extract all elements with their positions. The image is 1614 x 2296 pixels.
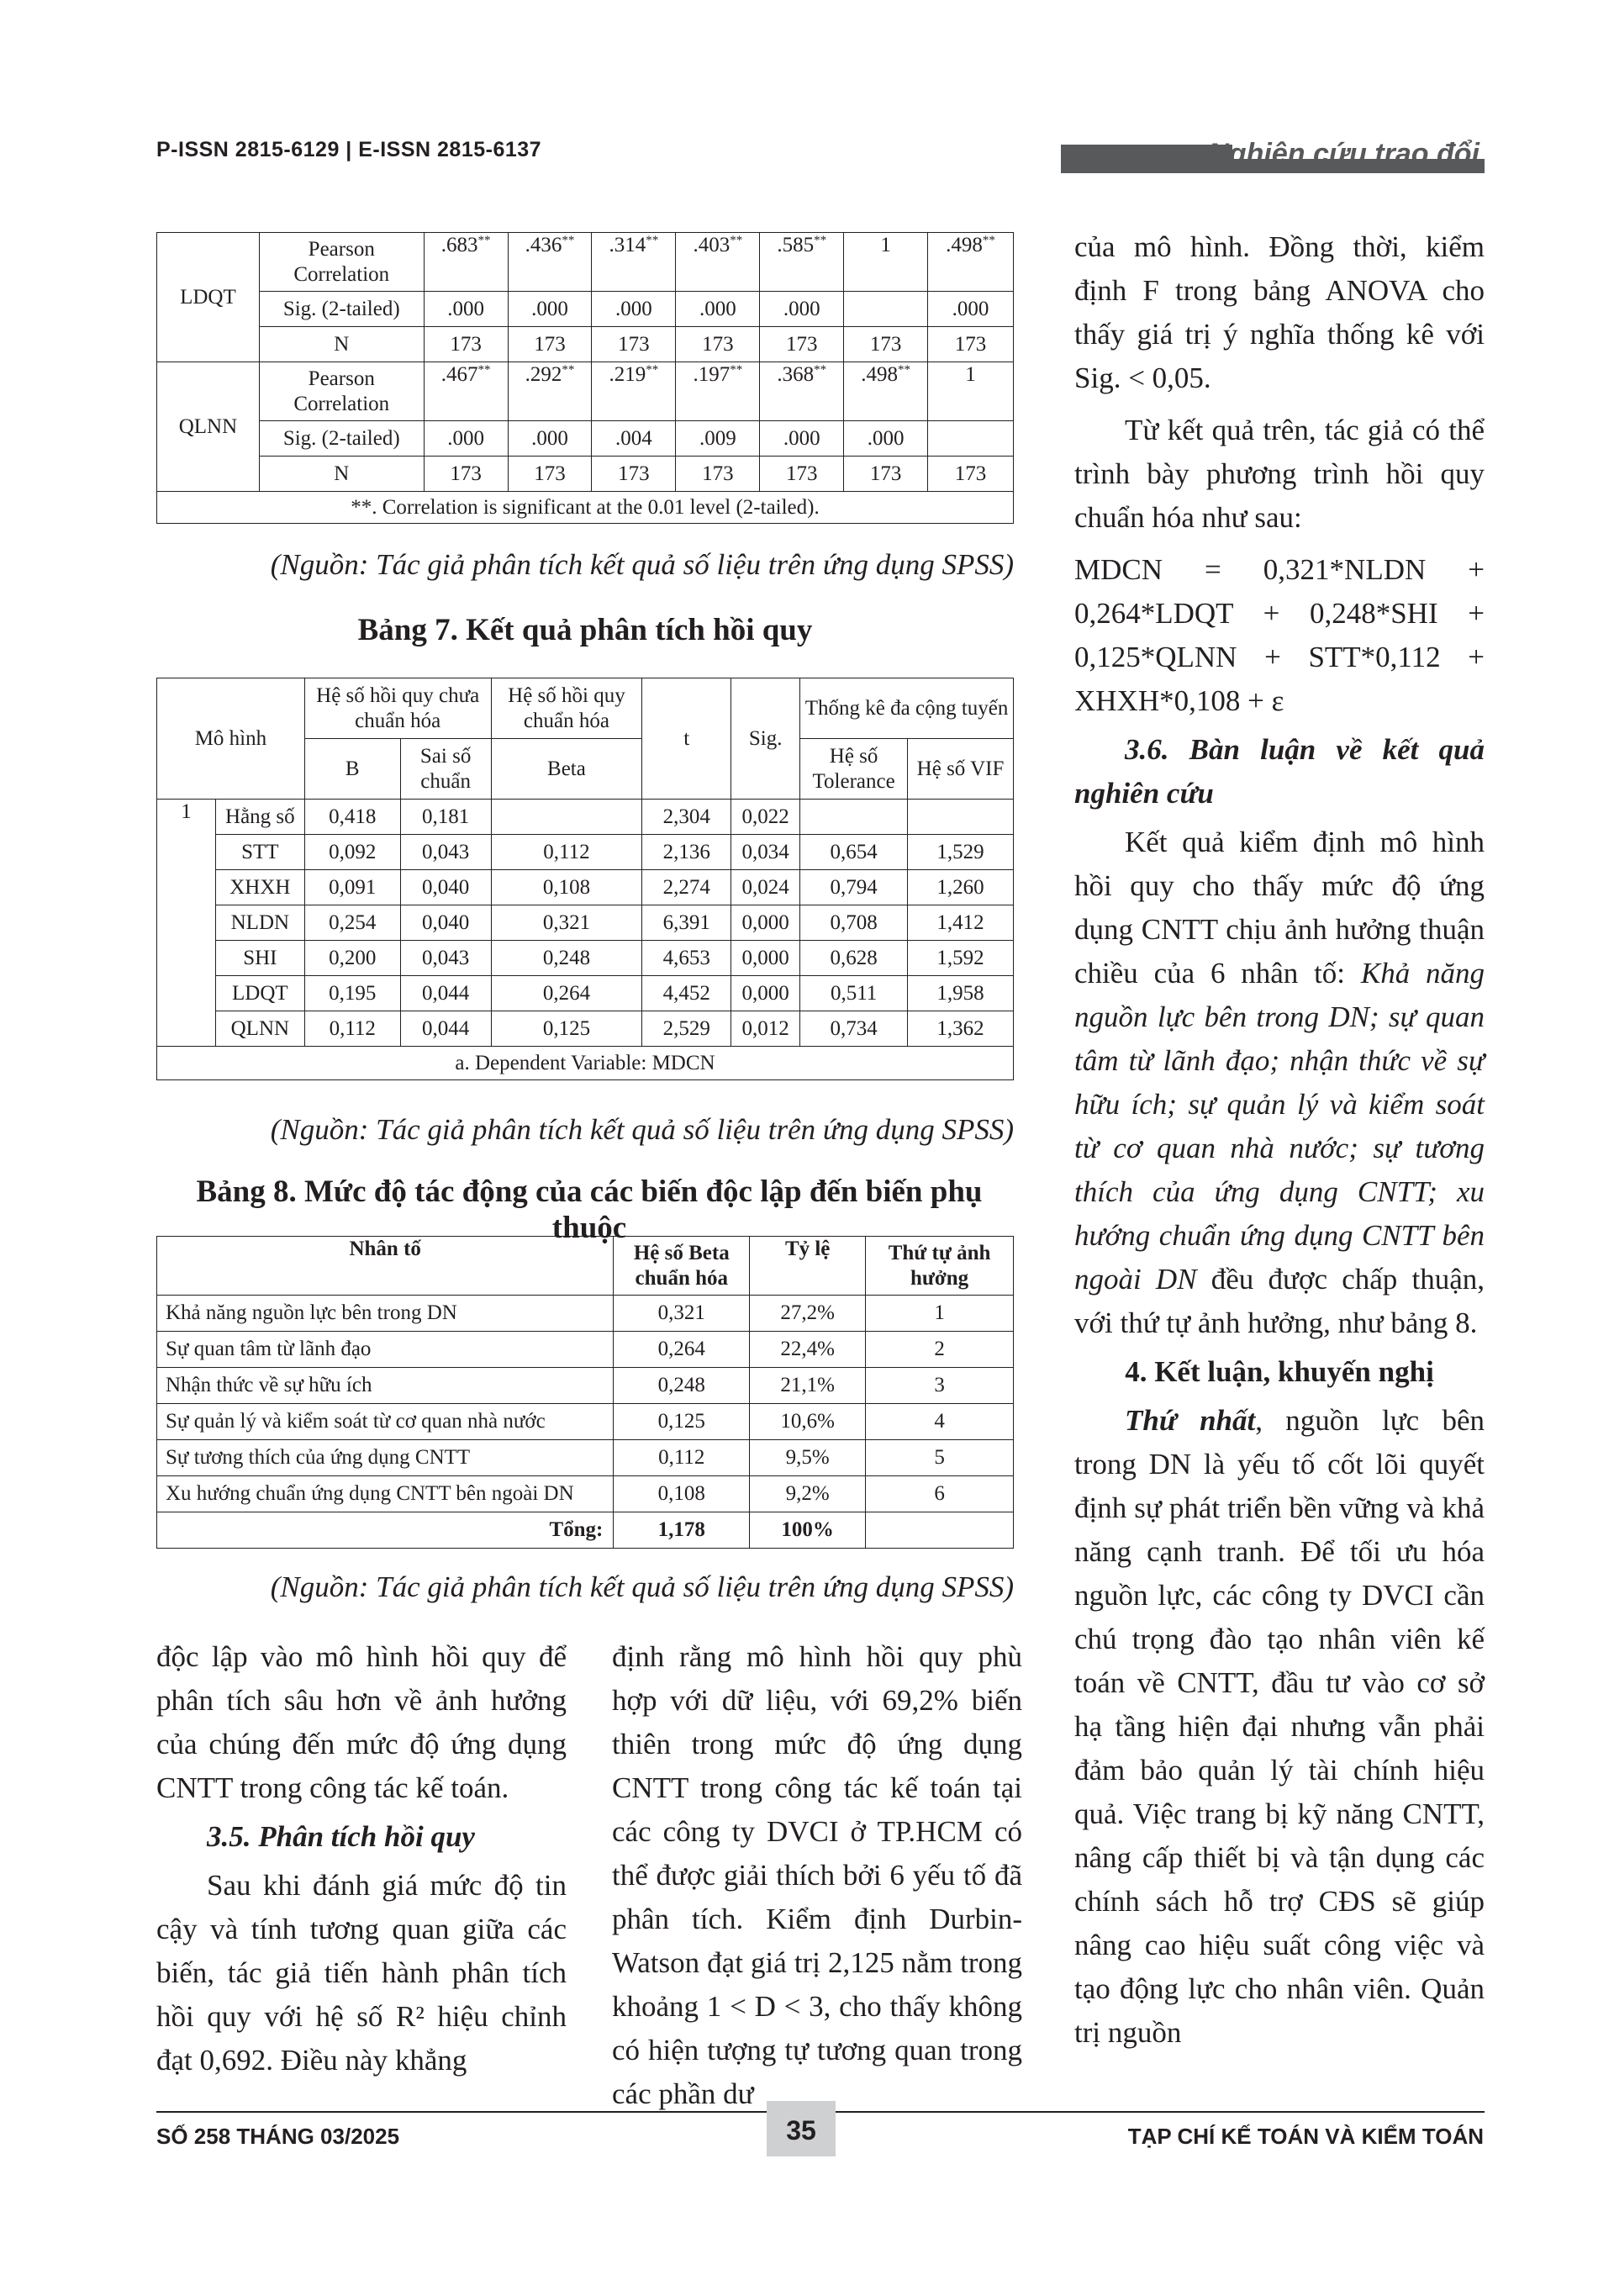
- cell: 173: [844, 327, 928, 362]
- cell: 173: [760, 457, 844, 492]
- var-name: SHI: [215, 941, 304, 976]
- cell: 0,321: [491, 905, 642, 941]
- stat-label: N: [259, 457, 424, 492]
- cell: [491, 800, 642, 835]
- cell: 0,040: [400, 905, 491, 941]
- cell: 2,304: [642, 800, 731, 835]
- cell: 0,628: [800, 941, 908, 976]
- row-label-qlnn: QLNN: [157, 362, 260, 492]
- cell: 173: [508, 457, 592, 492]
- cell: 2,136: [642, 835, 731, 870]
- cell: .000: [424, 421, 508, 457]
- total-beta: 1,178: [614, 1512, 750, 1549]
- cell: 0,248: [614, 1368, 750, 1404]
- cell: .436**: [508, 233, 592, 292]
- cell: 0,321: [614, 1296, 750, 1332]
- section-heading-4: 4. Kết luận, khuyến nghị: [1125, 1355, 1434, 1388]
- row-label-ldqt: LDQT: [157, 233, 260, 362]
- paragraph: Thứ nhất, nguồn lực bên trong DN là yếu tố cốt lõi quyết định sự phát triển bền vững và khả năng cạnh tranh. Để tối ưu hóa nguồn lực, các công ty DVCI cần chú trọng đào tạo nhân viên kế toán về CNTT, đầu tư vào cơ sở hạ tầng hiện đại nhưng vẫn phải đảm bảo quản lý tài chính hiệu quả. Việc trang bị kỹ năng CNTT, nâng cấp thiết bị và tận dụng các chính sách hỗ trợ CĐS sẽ giúp nâng cao hiệu suất công việc và tạo động lực cho nhân viên. Quản trị nguồn: [1074, 1404, 1485, 2049]
- table-7-regression: [156, 678, 1014, 1080]
- cell: 173: [424, 327, 508, 362]
- header-collinearity: Thống kê đa cộng tuyến: [800, 678, 1014, 739]
- header-bar: [1061, 145, 1232, 173]
- table-7-caption: Bảng 7. Kết quả phân tích hồi quy: [357, 613, 813, 647]
- cell: .292**: [508, 362, 592, 421]
- cell: .585**: [760, 233, 844, 292]
- header-beta: Beta: [491, 739, 642, 800]
- stat-label: Sig. (2-tailed): [259, 292, 424, 327]
- cell: .314**: [592, 233, 676, 292]
- cell: 1,592: [908, 941, 1014, 976]
- header-beta: Hệ số Beta chuẩn hóa: [614, 1237, 750, 1296]
- cell: 0,022: [731, 800, 800, 835]
- cell: 173: [508, 327, 592, 362]
- factor-name: Sự quản lý và kiểm soát từ cơ quan nhà nước: [157, 1404, 614, 1440]
- cell: .197**: [676, 362, 760, 421]
- cell: 0,012: [731, 1011, 800, 1047]
- cell: .000: [760, 421, 844, 457]
- cell: 6,391: [642, 905, 731, 941]
- paragraph: của mô hình. Đồng thời, kiểm định F trong bảng ANOVA cho thấy giá trị ý nghĩa thống kê với Sig. < 0,05.: [1074, 230, 1485, 394]
- header-t: t: [642, 678, 731, 800]
- cell: .000: [928, 292, 1014, 327]
- cell: 22,4%: [750, 1332, 866, 1368]
- cell: [800, 800, 908, 835]
- cell: 0,024: [731, 870, 800, 905]
- section-heading-3-5: 3.5. Phân tích hồi quy: [207, 1820, 475, 1853]
- cell: 0,708: [800, 905, 908, 941]
- header-std: Hệ số hồi quy chuẩn hóa: [491, 678, 642, 739]
- header-b: B: [304, 739, 400, 800]
- cell: .683**: [424, 233, 508, 292]
- cell: 0,108: [491, 870, 642, 905]
- table-8-caption: Bảng 8. Mức độ tác động của các biến độc lập đến biến phụ thuộc: [196, 1174, 983, 1245]
- cell: 5: [866, 1440, 1014, 1476]
- header-factor: Nhân tố: [157, 1237, 614, 1296]
- cell: 0,794: [800, 870, 908, 905]
- table-7-source: (Nguồn: Tác giả phân tích kết quả số liệu trên ứng dụng SPSS): [270, 1113, 1014, 1146]
- cell: 9,5%: [750, 1440, 866, 1476]
- cell: .000: [424, 292, 508, 327]
- cell: 9,2%: [750, 1476, 866, 1512]
- cell: 0,000: [731, 976, 800, 1011]
- paragraph: Kết quả kiểm định mô hình hồi quy cho thấy mức độ ứng dụng CNTT chịu ảnh hưởng thuận chiều của 6 nhân tố: Khả năng nguồn lực bên trong DN; sự quan tâm từ lãnh đạo; nhận thức về sự hữu ích; sự quản lý và kiểm soát từ cơ quan nhà nước; sự tương thích của ứng dụng CNTT; xu hướng chuẩn ứng dụng CNTT bên ngoài DN đều được chấp thuận, với thứ tự ảnh hưởng, như bảng 8.: [1074, 826, 1485, 1339]
- cell: [908, 800, 1014, 835]
- cell: 173: [676, 327, 760, 362]
- cell: 173: [928, 327, 1014, 362]
- issue-label: SỐ 258 THÁNG 03/2025: [156, 2124, 400, 2149]
- cell: 1,362: [908, 1011, 1014, 1047]
- cell: 0,654: [800, 835, 908, 870]
- cell: [844, 292, 928, 327]
- cell: 2,529: [642, 1011, 731, 1047]
- cell: 0,511: [800, 976, 908, 1011]
- cell: 173: [844, 457, 928, 492]
- stat-label: Pearson Correlation: [259, 362, 424, 421]
- cell: 0,112: [491, 835, 642, 870]
- cell: 0,000: [731, 905, 800, 941]
- cell: 0,248: [491, 941, 642, 976]
- cell: .000: [760, 292, 844, 327]
- cell: 27,2%: [750, 1296, 866, 1332]
- section-heading-3-6: 3.6. Bàn luận về kết quả nghiên cứu: [1074, 733, 1485, 810]
- table-6-correlation: [156, 232, 1014, 524]
- header-unstd: Hệ số hồi quy chưa chuẩn hóa: [304, 678, 491, 739]
- var-name: XHXH: [215, 870, 304, 905]
- cell: .000: [592, 292, 676, 327]
- cell: 0,734: [800, 1011, 908, 1047]
- cell: 4: [866, 1404, 1014, 1440]
- total-label: Tổng:: [157, 1512, 614, 1549]
- model-number: 1: [157, 800, 216, 1047]
- cell: .368**: [760, 362, 844, 421]
- header-tolerance: Hệ số Tolerance: [800, 739, 908, 800]
- cell: 0,112: [614, 1440, 750, 1476]
- cell: 0,418: [304, 800, 400, 835]
- journal-name: TẠP CHÍ KẾ TOÁN VÀ KIỂM TOÁN: [1127, 2124, 1484, 2149]
- cell: .403**: [676, 233, 760, 292]
- cell: [866, 1512, 1014, 1549]
- cell: 0,040: [400, 870, 491, 905]
- cell: 0,043: [400, 835, 491, 870]
- cell: 2: [866, 1332, 1014, 1368]
- var-name: QLNN: [215, 1011, 304, 1047]
- cell: 21,1%: [750, 1368, 866, 1404]
- paragraph: Sau khi đánh giá mức độ tin cậy và tính tương quan giữa các biến, tác giả tiến hành phân tích hồi quy với hệ số R² hiệu chỉnh đạt 0,692. Điều này khẳng: [156, 1869, 567, 2077]
- table-8-source: (Nguồn: Tác giả phân tích kết quả số liệu trên ứng dụng SPSS): [270, 1570, 1014, 1603]
- header-rank: Thứ tự ảnh hưởng: [866, 1237, 1014, 1296]
- right-column: [1074, 225, 1485, 2055]
- header-se: Sai số chuẩn: [400, 739, 491, 800]
- cell: 0,200: [304, 941, 400, 976]
- cell: 6: [866, 1476, 1014, 1512]
- cell: .467**: [424, 362, 508, 421]
- cell: .498**: [928, 233, 1014, 292]
- cell: 0,264: [491, 976, 642, 1011]
- cell: .498**: [844, 362, 928, 421]
- cell: .000: [676, 292, 760, 327]
- cell: 0,125: [614, 1404, 750, 1440]
- regression-equation: MDCN = 0,321*NLDN + 0,264*LDQT + 0,248*SHI + 0,125*QLNN + STT*0,112 + XHXH*0,108 + ε: [1074, 553, 1485, 717]
- cell: 173: [592, 327, 676, 362]
- cell: .009: [676, 421, 760, 457]
- factor-name: Sự quan tâm từ lãnh đạo: [157, 1332, 614, 1368]
- table-footnote: a. Dependent Variable: MDCN: [157, 1047, 1014, 1080]
- cell: 0,195: [304, 976, 400, 1011]
- cell: 2,274: [642, 870, 731, 905]
- cell: 0,254: [304, 905, 400, 941]
- total-ratio: 100%: [750, 1512, 866, 1549]
- cell: .000: [844, 421, 928, 457]
- header-model: Mô hình: [157, 678, 305, 800]
- cell: 1: [866, 1296, 1014, 1332]
- header-vif: Hệ số VIF: [908, 739, 1014, 800]
- stat-label: N: [259, 327, 424, 362]
- section-title: Nghiên cứu trao đổi: [1208, 138, 1480, 170]
- cell: 10,6%: [750, 1404, 866, 1440]
- var-name: LDQT: [215, 976, 304, 1011]
- var-name: NLDN: [215, 905, 304, 941]
- cell: 173: [592, 457, 676, 492]
- header-ratio: Tỷ lệ: [750, 1237, 866, 1296]
- cell: 0,125: [491, 1011, 642, 1047]
- cell: 3: [866, 1368, 1014, 1404]
- cell: .000: [508, 292, 592, 327]
- cell: 0,044: [400, 976, 491, 1011]
- cell: .000: [508, 421, 592, 457]
- cell: 0,092: [304, 835, 400, 870]
- stat-label: Pearson Correlation: [259, 233, 424, 292]
- table-8-impact: [156, 1236, 1014, 1549]
- cell: 1,260: [908, 870, 1014, 905]
- page-number: 35: [767, 2101, 836, 2156]
- middle-column: [612, 1635, 1022, 2116]
- cell: 173: [760, 327, 844, 362]
- factor-name: Sự tương thích của ứng dụng CNTT: [157, 1440, 614, 1476]
- paragraph: độc lập vào mô hình hồi quy để phân tích sâu hơn về ảnh hưởng của chúng đến mức độ ứng dụng CNTT trong công tác kế toán.: [156, 1640, 567, 1804]
- factor-name: Xu hướng chuẩn ứng dụng CNTT bên ngoài DN: [157, 1476, 614, 1512]
- paragraph: định rằng mô hình hồi quy phù hợp với dữ liệu, với 69,2% biến thiên trong mức độ ứng dụng CNTT trong công tác kế toán tại các công ty DVCI ở TP.HCM có thể được giải thích bởi 6 yếu tố đã phân tích. Kiểm định Durbin-Watson đạt giá trị 2,125 nằm trong khoảng 1 < D < 3, cho thấy không có hiện tượng tự tương quan trong các phần dư: [612, 1640, 1022, 2110]
- cell: 4,653: [642, 941, 731, 976]
- cell: 0,044: [400, 1011, 491, 1047]
- cell: 1,412: [908, 905, 1014, 941]
- left-column: [156, 1635, 567, 2082]
- issn-header: P-ISSN 2815-6129 | E-ISSN 2815-6137: [156, 138, 542, 161]
- cell: [928, 421, 1014, 457]
- var-name: Hằng số: [215, 800, 304, 835]
- cell: 1: [928, 362, 1014, 421]
- cell: 0,108: [614, 1476, 750, 1512]
- cell: 0,091: [304, 870, 400, 905]
- cell: 1,958: [908, 976, 1014, 1011]
- cell: 0,034: [731, 835, 800, 870]
- cell: 0,112: [304, 1011, 400, 1047]
- cell: 4,452: [642, 976, 731, 1011]
- cell: 173: [424, 457, 508, 492]
- cell: 0,181: [400, 800, 491, 835]
- cell: 173: [676, 457, 760, 492]
- cell: 0,000: [731, 941, 800, 976]
- factor-name: Khả năng nguồn lực bên trong DN: [157, 1296, 614, 1332]
- cell: 1,529: [908, 835, 1014, 870]
- factor-name: Nhận thức về sự hữu ích: [157, 1368, 614, 1404]
- stat-label: Sig. (2-tailed): [259, 421, 424, 457]
- cell: 0,264: [614, 1332, 750, 1368]
- cell: 0,043: [400, 941, 491, 976]
- cell: 1: [844, 233, 928, 292]
- table-footnote: **. Correlation is significant at the 0.01 level (2-tailed).: [157, 492, 1014, 524]
- header-sig: Sig.: [731, 678, 800, 800]
- cell: 173: [928, 457, 1014, 492]
- cell: .004: [592, 421, 676, 457]
- table-6-source: (Nguồn: Tác giả phân tích kết quả số liệu trên ứng dụng SPSS): [270, 548, 1014, 581]
- var-name: STT: [215, 835, 304, 870]
- paragraph: Từ kết quả trên, tác giả có thể trình bày phương trình hồi quy chuẩn hóa như sau:: [1074, 414, 1485, 534]
- cell: .219**: [592, 362, 676, 421]
